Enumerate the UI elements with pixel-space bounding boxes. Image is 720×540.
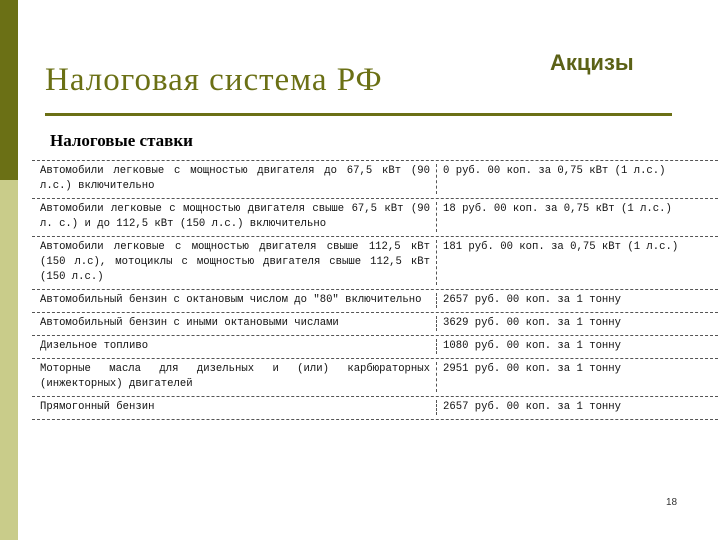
- slide-title: Налоговая система РФ: [45, 62, 383, 98]
- table-subtitle: Налоговые ставки: [50, 131, 193, 150]
- table-cell-description: Моторные масла для дизельных и (или) карбюраторных (инжекторных) двигателей: [32, 362, 437, 392]
- table-cell-description: Автомобили легковые с мощностью двигателя свыше 67,5 кВт (90 л. с.) и до 112,5 кВт (150 л.с.) включительно: [32, 202, 437, 232]
- table-cell-description: Автомобили легковые с мощностью двигателя свыше 112,5 кВт (150 л.с), мотоциклы с мощностью двигателя свыше 112,5 кВт (150 л.с.): [32, 240, 437, 285]
- table-cell-rate: 0 руб. 00 коп. за 0,75 кВт (1 л.с.): [443, 165, 666, 177]
- table-cell-rate: 18 руб. 00 коп. за 0,75 кВт (1 л.с.): [443, 203, 672, 215]
- table-row: [32, 236, 718, 289]
- tax-rates-table: [32, 160, 718, 420]
- table-cell-description: Автомобили легковые с мощностью двигателя до 67,5 кВт (90 л.с.) включительно: [32, 164, 437, 194]
- table-cell-rate: 3629 руб. 00 коп. за 1 тонну: [443, 317, 622, 329]
- section-heading: Акцизы: [550, 50, 634, 75]
- sidebar-accent-light: [0, 180, 18, 540]
- table-cell-rate: 1080 руб. 00 коп. за 1 тонну: [443, 340, 622, 352]
- table-row: [32, 198, 718, 236]
- table-cell-rate: 2657 руб. 00 коп. за 1 тонну: [443, 401, 622, 413]
- table-row: [32, 312, 718, 335]
- sidebar-accent-dark: [0, 0, 18, 180]
- table-cell-rate: 2657 руб. 00 коп. за 1 тонну: [443, 294, 622, 306]
- table-cell-description: Автомобильный бензин с иными октановыми числами: [32, 316, 437, 331]
- table-cell-description: Дизельное топливо: [32, 339, 437, 354]
- table-row: [32, 335, 718, 358]
- page-number: 18: [666, 497, 678, 508]
- table-cell-description: Автомобильный бензин с октановым числом до "80" включительно: [32, 293, 437, 308]
- title-divider: [45, 113, 672, 116]
- table-row: [32, 160, 718, 198]
- table-cell-description: Прямогонный бензин: [32, 400, 437, 415]
- table-row: [32, 289, 718, 312]
- table-row: [32, 396, 718, 420]
- table-row: [32, 358, 718, 396]
- table-cell-rate: 181 руб. 00 коп. за 0,75 кВт (1 л.с.): [443, 241, 679, 253]
- table-cell-rate: 2951 руб. 00 коп. за 1 тонну: [443, 363, 622, 375]
